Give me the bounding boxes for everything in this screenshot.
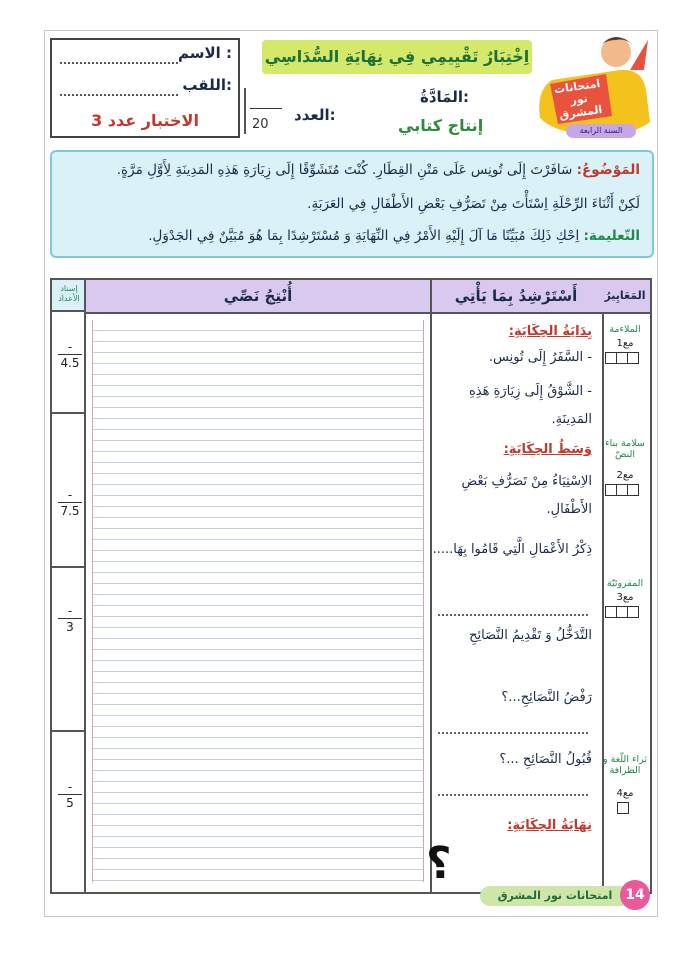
score-mark-2: - 7.5 — [58, 488, 82, 518]
criterion-id: مع4 — [616, 788, 634, 799]
guide-item: الاِسْتِيَاءُ مِنْ تَصَرُّفِ بَعْضِ الأَطْفَالِ. — [461, 474, 592, 517]
score-separator — [52, 566, 86, 568]
criterion-label: ثراء اللّغة و الطرافة — [603, 754, 647, 776]
topic-text-2: لَكِنْ أَثْنَاءَ الرِّحْلَةِ اِسْتَأْتَ مِنْ تَصَرُّفِ بَعْضِ الأَطْفَالِ فِي العَرَبَةِ. — [307, 196, 640, 212]
name-label: الاسم : — [177, 44, 232, 62]
score-box — [244, 88, 286, 134]
guide-item: رَفْضُ النَّصَائِحِ...؟ — [501, 690, 592, 705]
write-column-header: أُنْتِجُ نَصِّي — [86, 280, 430, 314]
instruction-label: التّعليمة: — [583, 228, 640, 244]
topic-label: المَوْضُوعُ: — [576, 162, 640, 178]
score-mark-4: - 5 — [58, 780, 82, 810]
brand-logo — [532, 30, 654, 140]
writing-area[interactable] — [92, 320, 424, 882]
guide-item: - السَّفَرُ إِلَى تُونِس. — [488, 350, 592, 365]
student-info-box — [50, 38, 240, 138]
guide-column-header: أَسْتَرْشِدُ بِمَا يَأْتِي — [430, 280, 602, 314]
guide-item: التَّدَخُّلُ وَ تَقْدِيمُ النَّصَائِحِ — [469, 628, 592, 643]
criterion-boxes[interactable] — [606, 352, 639, 364]
guide-middle-heading: وَسَطُ الحِكَايَةِ: — [503, 442, 592, 457]
guide-item: - الشَّوْقُ إِلَى زِيَارَةِ هَذِهِ المَدِينَةِ. — [468, 384, 592, 427]
score-mark-1: - 4.5 — [58, 340, 82, 370]
criterion-boxes[interactable] — [606, 606, 639, 618]
guide-item: ذِكْرُ الأَعْمَالِ الَّتِي قَامُوا بِهَا..... — [432, 542, 592, 557]
page-title: اِخْتِبَارُ تَقْيِيمِي فِي نِهَايَةِ السُّدَاسِي — [262, 40, 532, 74]
page-number: 14 — [620, 880, 650, 910]
score-separator — [52, 730, 86, 732]
test-number: الاختبار عدد 3 — [91, 111, 199, 130]
logo-text-line1: امتحانات — [553, 76, 602, 97]
score-column-header: إسناد الأعداد — [52, 280, 86, 312]
score-total: 20 — [252, 117, 269, 132]
criteria-header: المَعَايِيرُ — [600, 280, 650, 314]
criterion-label: المقروئيّة — [606, 578, 644, 589]
criteria-column — [600, 278, 652, 894]
score-label: العدد: — [294, 106, 336, 124]
criterion-boxes[interactable] — [618, 802, 629, 814]
question-mark: ؟ — [426, 838, 452, 889]
score-separator — [52, 412, 86, 414]
topic-box — [50, 150, 654, 258]
topic-text-1: سَافَرْتَ إِلَى تُونِس عَلَى مَتْنِ القِطَارِ. كُنْتَ مُتَشَوِّقًا إِلَى زِيَارَةِ هَذِهِ المَدِينَةِ لِأَوَّلِ مَرَّةٍ. — [116, 162, 573, 178]
guide-beginning-heading: بِدَايَةُ الحِكَايَةِ: — [508, 324, 592, 339]
score-mark-3: - 3 — [58, 604, 82, 634]
footer-brand: امتحانات نور المشرق — [480, 886, 630, 906]
logo-text-line2: نور المشرق — [558, 91, 604, 122]
criterion-id: مع1 — [616, 338, 634, 349]
guide-end-heading: نِهَايَةُ الحِكَايَةِ: — [507, 818, 592, 833]
criterion-id: مع2 — [616, 470, 634, 481]
criterion-label: سلامة بناء النصّ — [605, 438, 645, 460]
guide-item: قُبُولُ النَّصَائِحِ ...؟ — [499, 752, 592, 767]
guide-dotted-line — [438, 794, 588, 796]
score-column — [50, 278, 86, 894]
guide-dotted-line — [438, 732, 588, 734]
surname-line[interactable] — [60, 94, 178, 96]
guide-dotted-line — [438, 614, 588, 616]
page-footer — [480, 880, 650, 910]
score-fraction-line — [250, 108, 282, 109]
subject-value: إنتاج كتابي — [398, 116, 484, 135]
surname-label: اللقب: — [182, 76, 232, 94]
guide-column — [430, 278, 600, 890]
criterion-id: مع3 — [616, 592, 634, 603]
grade-badge: السنة الرابعة — [566, 124, 636, 138]
criterion-label: الملاءمة — [609, 324, 641, 335]
name-line[interactable] — [60, 62, 178, 64]
instruction-text: اِحْكِ ذَلِكَ مُبَيِّنًا مَا آلَ إِلَيْهِ الأَمْرُ فِي النِّهَايَةِ وَ مُسْتَرْشِدًا بِمَا هُوَ مُبَيَّنٌ فِي الجَدْوَلِ. — [148, 228, 580, 244]
criterion-boxes[interactable] — [606, 484, 639, 496]
subject-label: المَادَّةُ: — [420, 88, 470, 106]
